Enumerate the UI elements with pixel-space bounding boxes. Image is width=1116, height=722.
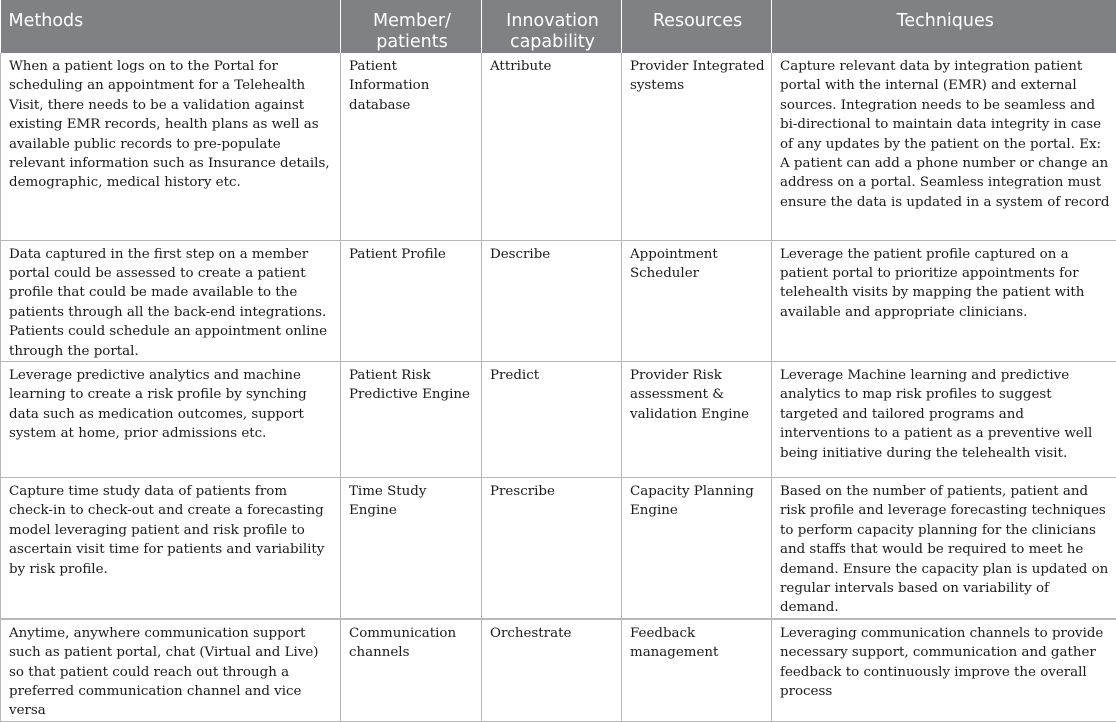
- cell-member: Patient Profile: [341, 240, 482, 361]
- cell-resources: Feedback management: [622, 619, 772, 722]
- header-member-patients: Member/ patients: [341, 0, 482, 53]
- cell-methods: Leverage predictive analytics and machine learning to create a risk profile by synching data such as medication outcomes, support system at home, prior admissions etc.: [1, 361, 341, 477]
- cell-resources: Provider Integrated systems: [622, 53, 772, 240]
- cell-methods: Anytime, anywhere communication support such as patient portal, chat (Virtual and Live) so that patient could reach out through a preferred communication channel and vice versa: [1, 619, 341, 722]
- cell-capability: Attribute: [482, 53, 622, 240]
- header-resources: Resources: [622, 0, 772, 53]
- cell-capability: Predict: [482, 361, 622, 477]
- cell-methods: Capture time study data of patients from check-in to check-out and create a forecasting model leveraging patient and risk profile to ascertain visit time for patients and variability by risk profile.: [1, 477, 341, 618]
- cell-resources: Capacity Planning Engine: [622, 477, 772, 618]
- cell-techniques: Leveraging communication channels to provide necessary support, communication and gather feedback to continuously improve the overall process: [772, 619, 1116, 722]
- cell-techniques: Leverage Machine learning and predictive analytics to map risk profiles to suggest targeted and tailored programs and interventions to a patient as a preventive well being initiative during the telehealth visit.: [772, 361, 1116, 477]
- header-innovation-capability: Innovation capability: [482, 0, 622, 53]
- table-row: [1, 53, 1116, 240]
- cell-capability: Orchestrate: [482, 619, 622, 722]
- cell-capability: Prescribe: [482, 477, 622, 618]
- table-row: [1, 240, 1116, 361]
- cell-resources: Provider Risk assessment & validation Engine: [622, 361, 772, 477]
- cell-techniques: Capture relevant data by integration patient portal with the internal (EMR) and external sources. Integration needs to be seamless and bi-directional to maintain data integrity in case of any updates by the patient on the portal. Ex: A patient can add a phone number or change an address on a portal. Seamless integration must ensure the data is updated in a system of record: [772, 53, 1116, 240]
- cell-member: Patient Information database: [341, 53, 482, 240]
- table-row: [1, 361, 1116, 477]
- cell-resources: Appointment Scheduler: [622, 240, 772, 361]
- cell-member: Time Study Engine: [341, 477, 482, 618]
- table-row: [1, 619, 1116, 722]
- header-methods: Methods: [1, 0, 341, 53]
- cell-techniques: Based on the number of patients, patient and risk profile and leverage forecasting techniques to perform capacity planning for the clinicians and staffs that would be required to meet he demand. Ensure the capacity plan is updated on regular intervals based on variability of demand.: [772, 477, 1116, 618]
- header-techniques: Techniques: [772, 0, 1116, 53]
- cell-member: Patient Risk Predictive Engine: [341, 361, 482, 477]
- cell-methods: When a patient logs on to the Portal for scheduling an appointment for a Telehealth Visit, there needs to be a validation against existing EMR records, health plans as well as available public records to pre-populate relevant information such as Insurance details, demographic, medical history etc.: [1, 53, 341, 240]
- cell-techniques: Leverage the patient profile captured on a patient portal to prioritize appointments for telehealth visits by mapping the patient with available and appropriate clinicians.: [772, 240, 1116, 361]
- cell-member: Communication channels: [341, 619, 482, 722]
- cell-methods: Data captured in the first step on a member portal could be assessed to create a patient profile that could be made available to the patients through all the back-end integrations. Patients could schedule an appointment online through the portal.: [1, 240, 341, 361]
- cell-capability: Describe: [482, 240, 622, 361]
- table-row: [1, 477, 1116, 618]
- header-row: [1, 0, 1116, 53]
